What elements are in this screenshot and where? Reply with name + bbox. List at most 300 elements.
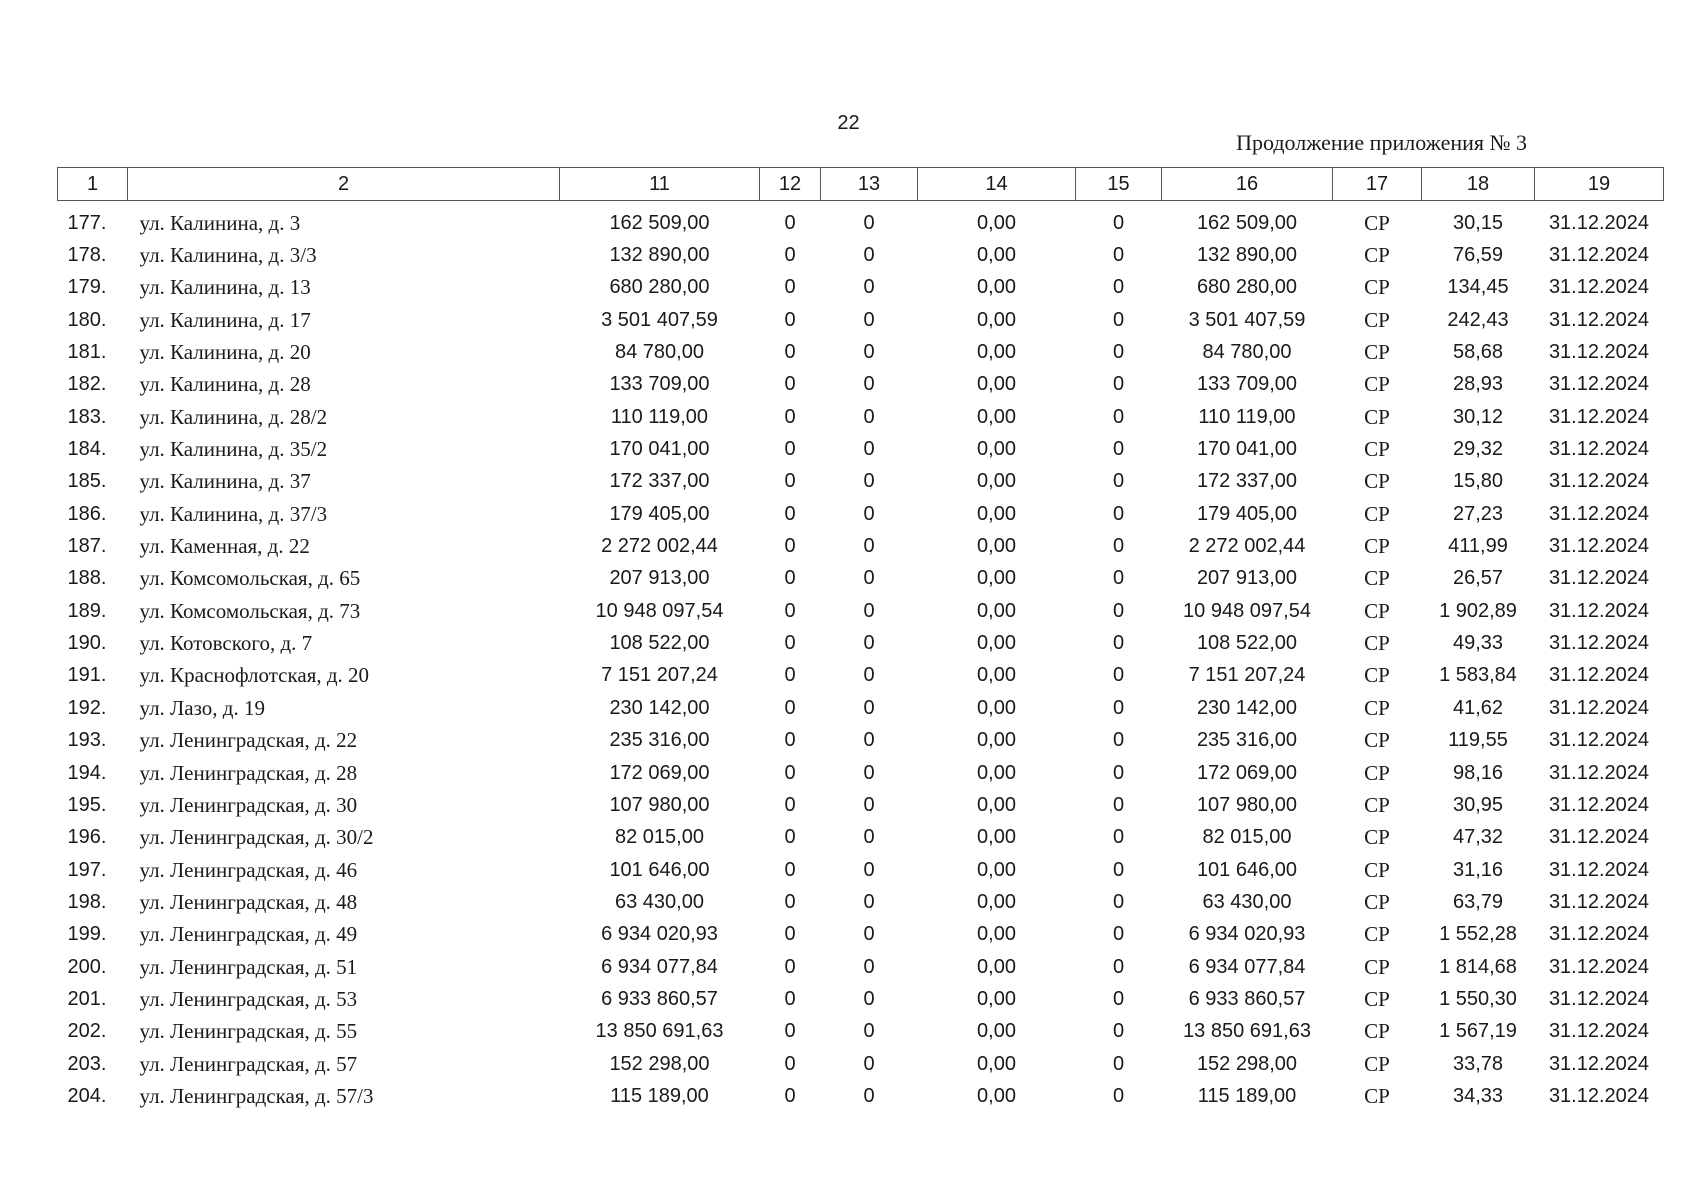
cell-col-15: 0 xyxy=(1112,567,1125,590)
cell-col-19: 31.12.2024 xyxy=(1548,955,1650,978)
cell-col-2: ул. Калинина, д. 28/2 xyxy=(139,404,328,429)
cell-col-1: 203. xyxy=(67,1052,107,1075)
cell-col-19: 31.12.2024 xyxy=(1548,373,1650,396)
cell-col-18: 29,32 xyxy=(1452,438,1504,461)
column-header-15: 15 xyxy=(1076,168,1162,201)
cell-col-19: 31.12.2024 xyxy=(1548,276,1650,299)
cell-col-19: 31.12.2024 xyxy=(1548,858,1650,881)
cell-col-13: 0 xyxy=(863,308,875,331)
table-row xyxy=(58,336,1664,368)
cell-col-13: 0 xyxy=(863,826,875,849)
table-row xyxy=(58,498,1664,530)
cell-col-18: 1 902,89 xyxy=(1439,599,1517,622)
column-header-14: 14 xyxy=(918,168,1076,201)
cell-col-16: 7 151 207,24 xyxy=(1188,664,1306,687)
cell-col-2: ул. Калинина, д. 37 xyxy=(139,469,311,494)
cell-col-11: 84 780,00 xyxy=(615,341,704,364)
cell-col-19: 31.12.2024 xyxy=(1548,793,1650,816)
cell-col-1: 191. xyxy=(67,664,107,687)
cell-col-2: ул. Ленинградская, д. 57/3 xyxy=(139,1083,374,1108)
cell-col-11: 7 151 207,24 xyxy=(601,664,718,687)
cell-col-12: 0 xyxy=(784,276,796,299)
table-row xyxy=(58,530,1664,562)
cell-col-1: 190. xyxy=(67,632,107,655)
cell-col-15: 0 xyxy=(1112,470,1125,493)
cell-col-17: СР xyxy=(1364,1051,1390,1076)
cell-col-1: 198. xyxy=(67,890,107,913)
table-row xyxy=(58,563,1664,595)
table-row xyxy=(58,466,1664,498)
cell-col-17: СР xyxy=(1364,760,1390,785)
table-row xyxy=(58,757,1664,789)
cell-col-2: ул. Котовского, д. 7 xyxy=(139,631,313,656)
cell-col-17: СР xyxy=(1364,889,1390,914)
cell-col-1: 200. xyxy=(67,955,107,978)
cell-col-12: 0 xyxy=(784,405,796,428)
cell-col-19: 31.12.2024 xyxy=(1548,308,1650,331)
cell-col-16: 235 316,00 xyxy=(1196,729,1298,752)
table-row xyxy=(58,595,1664,627)
cell-col-17: СР xyxy=(1364,534,1390,559)
cell-col-16: 152 298,00 xyxy=(1196,1052,1298,1075)
cell-col-11: 179 405,00 xyxy=(609,502,710,525)
cell-col-1: 188. xyxy=(67,567,107,590)
cell-col-1: 201. xyxy=(67,987,107,1010)
cell-col-17: СР xyxy=(1364,307,1390,332)
cell-col-12: 0 xyxy=(784,826,796,849)
cell-col-18: 58,68 xyxy=(1452,341,1504,364)
cell-col-14: 0,00 xyxy=(977,535,1016,558)
cell-col-15: 0 xyxy=(1112,858,1125,881)
cell-col-15: 0 xyxy=(1112,244,1125,267)
cell-col-16: 207 913,00 xyxy=(1196,567,1298,590)
table-row xyxy=(58,951,1664,983)
cell-col-15: 0 xyxy=(1112,502,1125,525)
table-row xyxy=(58,789,1664,821)
cell-col-2: ул. Лазо, д. 19 xyxy=(139,695,265,720)
cell-col-16: 107 980,00 xyxy=(1196,793,1298,816)
cell-col-17: СР xyxy=(1364,469,1390,494)
cell-col-18: 98,16 xyxy=(1452,761,1504,784)
cell-col-13: 0 xyxy=(863,211,875,234)
cell-col-13: 0 xyxy=(863,923,875,946)
cell-col-2: ул. Калинина, д. 28 xyxy=(139,372,311,397)
cell-col-2: ул. Ленинградская, д. 48 xyxy=(139,889,358,914)
cell-col-16: 108 522,00 xyxy=(1196,632,1298,655)
cell-col-2: ул. Каменная, д. 22 xyxy=(139,534,310,559)
cell-col-11: 63 430,00 xyxy=(615,890,704,913)
cell-col-11: 10 948 097,54 xyxy=(595,599,724,622)
cell-col-14: 0,00 xyxy=(977,793,1016,816)
cell-col-15: 0 xyxy=(1112,632,1125,655)
cell-col-18: 30,15 xyxy=(1452,211,1504,234)
cell-col-16: 179 405,00 xyxy=(1196,502,1298,525)
cell-col-18: 1 814,68 xyxy=(1439,955,1517,978)
cell-col-1: 196. xyxy=(67,826,107,849)
cell-col-15: 0 xyxy=(1112,535,1125,558)
cell-col-17: СР xyxy=(1364,857,1390,882)
cell-col-13: 0 xyxy=(863,244,875,267)
cell-col-2: ул. Ленинградская, д. 28 xyxy=(139,760,358,785)
cell-col-19: 31.12.2024 xyxy=(1548,632,1650,655)
cell-col-11: 132 890,00 xyxy=(609,244,710,267)
cell-col-11: 235 316,00 xyxy=(609,729,710,752)
cell-col-2: ул. Ленинградская, д. 51 xyxy=(139,954,358,979)
cell-col-13: 0 xyxy=(863,535,875,558)
cell-col-19: 31.12.2024 xyxy=(1548,987,1650,1010)
cell-col-19: 31.12.2024 xyxy=(1548,599,1650,622)
cell-col-11: 107 980,00 xyxy=(609,793,710,816)
cell-col-1: 199. xyxy=(67,923,107,946)
cell-col-11: 680 280,00 xyxy=(609,276,710,299)
cell-col-19: 31.12.2024 xyxy=(1548,470,1650,493)
cell-col-19: 31.12.2024 xyxy=(1548,1052,1650,1075)
cell-col-17: СР xyxy=(1364,372,1390,397)
cell-col-19: 31.12.2024 xyxy=(1548,211,1650,234)
cell-col-2: ул. Ленинградская, д. 30 xyxy=(139,792,358,817)
cell-col-11: 133 709,00 xyxy=(609,373,710,396)
column-header-16: 16 xyxy=(1162,168,1333,201)
cell-col-13: 0 xyxy=(863,955,875,978)
cell-col-18: 30,12 xyxy=(1452,405,1504,428)
cell-col-1: 192. xyxy=(67,696,107,719)
cell-col-12: 0 xyxy=(784,793,796,816)
cell-col-18: 119,55 xyxy=(1448,729,1508,752)
cell-col-11: 6 933 860,57 xyxy=(601,987,718,1010)
cell-col-16: 132 890,00 xyxy=(1196,244,1298,267)
table-row xyxy=(58,401,1664,433)
table-row xyxy=(58,692,1664,724)
cell-col-18: 76,59 xyxy=(1452,244,1504,267)
cell-col-16: 3 501 407,59 xyxy=(1188,308,1306,331)
cell-col-11: 110 119,00 xyxy=(610,405,709,428)
cell-col-11: 13 850 691,63 xyxy=(595,1020,724,1043)
cell-col-1: 180. xyxy=(67,308,107,331)
cell-col-18: 1 550,30 xyxy=(1439,987,1517,1010)
cell-col-12: 0 xyxy=(784,955,796,978)
column-header-12: 12 xyxy=(760,168,821,201)
cell-col-11: 108 522,00 xyxy=(609,632,710,655)
cell-col-17: СР xyxy=(1364,922,1390,947)
cell-col-2: ул. Ленинградская, д. 22 xyxy=(139,728,358,753)
table-row xyxy=(58,1048,1664,1080)
cell-col-14: 0,00 xyxy=(977,308,1016,331)
cell-col-2: ул. Ленинградская, д. 55 xyxy=(139,1019,358,1044)
cell-col-15: 0 xyxy=(1112,664,1125,687)
cell-col-19: 31.12.2024 xyxy=(1548,761,1650,784)
cell-col-11: 82 015,00 xyxy=(615,826,704,849)
cell-col-15: 0 xyxy=(1112,696,1125,719)
cell-col-19: 31.12.2024 xyxy=(1548,696,1650,719)
cell-col-15: 0 xyxy=(1112,826,1125,849)
cell-col-2: ул. Калинина, д. 13 xyxy=(139,275,311,300)
cell-col-2: ул. Ленинградская, д. 53 xyxy=(139,986,358,1011)
cell-col-14: 0,00 xyxy=(977,599,1016,622)
cell-col-14: 0,00 xyxy=(977,244,1016,267)
cell-col-14: 0,00 xyxy=(977,890,1016,913)
cell-col-13: 0 xyxy=(863,599,875,622)
cell-col-18: 1 567,19 xyxy=(1439,1020,1517,1043)
cell-col-14: 0,00 xyxy=(977,858,1016,881)
cell-col-15: 0 xyxy=(1112,890,1125,913)
cell-col-13: 0 xyxy=(863,438,875,461)
cell-col-2: ул. Калинина, д. 20 xyxy=(139,340,311,365)
cell-col-18: 63,79 xyxy=(1452,890,1504,913)
cell-col-17: СР xyxy=(1364,1019,1390,1044)
table-row xyxy=(58,1080,1664,1112)
cell-col-2: ул. Комсомольская, д. 65 xyxy=(139,566,361,591)
cell-col-15: 0 xyxy=(1112,1020,1125,1043)
cell-col-14: 0,00 xyxy=(977,826,1016,849)
cell-col-14: 0,00 xyxy=(977,1020,1016,1043)
cell-col-19: 31.12.2024 xyxy=(1548,502,1650,525)
cell-col-18: 33,78 xyxy=(1452,1052,1504,1075)
cell-col-14: 0,00 xyxy=(977,664,1016,687)
cell-col-12: 0 xyxy=(784,858,796,881)
cell-col-16: 82 015,00 xyxy=(1202,826,1292,849)
cell-col-11: 172 069,00 xyxy=(609,761,710,784)
cell-col-17: СР xyxy=(1364,792,1390,817)
table-row xyxy=(58,272,1664,304)
cell-col-14: 0,00 xyxy=(977,276,1016,299)
cell-col-16: 84 780,00 xyxy=(1202,341,1292,364)
cell-col-17: СР xyxy=(1364,210,1390,235)
cell-col-16: 10 948 097,54 xyxy=(1183,599,1311,622)
cell-col-2: ул. Калинина, д. 3 xyxy=(139,210,301,235)
cell-col-14: 0,00 xyxy=(977,632,1016,655)
cell-col-13: 0 xyxy=(863,696,875,719)
cell-col-17: СР xyxy=(1364,1083,1390,1108)
cell-col-15: 0 xyxy=(1112,1084,1125,1107)
cell-col-12: 0 xyxy=(784,632,796,655)
data-table xyxy=(57,167,1664,1113)
cell-col-14: 0,00 xyxy=(977,567,1016,590)
cell-col-17: СР xyxy=(1364,243,1390,268)
table-row xyxy=(58,660,1664,692)
cell-col-13: 0 xyxy=(863,761,875,784)
cell-col-2: ул. Калинина, д. 3/3 xyxy=(139,243,317,268)
cell-col-1: 184. xyxy=(67,438,107,461)
cell-col-12: 0 xyxy=(784,535,796,558)
cell-col-16: 133 709,00 xyxy=(1196,373,1298,396)
cell-col-14: 0,00 xyxy=(977,696,1016,719)
table-header xyxy=(58,168,1664,201)
cell-col-11: 152 298,00 xyxy=(609,1052,710,1075)
cell-col-14: 0,00 xyxy=(977,405,1016,428)
cell-col-11: 115 189,00 xyxy=(610,1084,709,1107)
cell-col-17: СР xyxy=(1364,598,1390,623)
cell-col-13: 0 xyxy=(863,276,875,299)
table-row xyxy=(58,983,1664,1015)
table-row xyxy=(58,239,1664,271)
cell-col-12: 0 xyxy=(784,696,796,719)
cell-col-18: 15,80 xyxy=(1452,470,1504,493)
cell-col-16: 170 041,00 xyxy=(1196,438,1298,461)
cell-col-2: ул. Краснофлотская, д. 20 xyxy=(139,663,370,688)
cell-col-12: 0 xyxy=(784,211,796,234)
cell-col-14: 0,00 xyxy=(977,438,1016,461)
cell-col-15: 0 xyxy=(1112,211,1125,234)
cell-col-15: 0 xyxy=(1112,276,1125,299)
cell-col-13: 0 xyxy=(863,341,875,364)
cell-col-13: 0 xyxy=(863,470,875,493)
cell-col-12: 0 xyxy=(784,502,796,525)
cell-col-18: 242,43 xyxy=(1447,308,1509,331)
cell-col-17: СР xyxy=(1364,404,1390,429)
cell-col-2: ул. Комсомольская, д. 73 xyxy=(139,598,361,623)
cell-col-2: ул. Калинина, д. 17 xyxy=(139,307,311,332)
cell-col-14: 0,00 xyxy=(977,341,1016,364)
cell-col-15: 0 xyxy=(1112,923,1125,946)
cell-col-18: 30,95 xyxy=(1452,793,1504,816)
cell-col-1: 179. xyxy=(67,276,107,299)
cell-col-17: СР xyxy=(1364,663,1390,688)
cell-col-17: СР xyxy=(1364,340,1390,365)
cell-col-1: 183. xyxy=(67,405,107,428)
cell-col-16: 6 933 860,57 xyxy=(1188,987,1306,1010)
cell-col-14: 0,00 xyxy=(977,1052,1016,1075)
table-row xyxy=(58,433,1664,465)
cell-col-14: 0,00 xyxy=(977,1084,1016,1107)
cell-col-12: 0 xyxy=(784,761,796,784)
cell-col-16: 6 934 077,84 xyxy=(1188,955,1306,978)
cell-col-13: 0 xyxy=(863,502,875,525)
column-header-17: 17 xyxy=(1333,168,1422,201)
cell-col-11: 3 501 407,59 xyxy=(601,308,718,331)
column-header-1: 1 xyxy=(58,168,128,201)
cell-col-17: СР xyxy=(1364,986,1390,1011)
cell-col-17: СР xyxy=(1364,954,1390,979)
cell-col-12: 0 xyxy=(784,987,796,1010)
cell-col-17: СР xyxy=(1364,501,1390,526)
cell-col-19: 31.12.2024 xyxy=(1548,405,1650,428)
cell-col-15: 0 xyxy=(1112,987,1125,1010)
cell-col-19: 31.12.2024 xyxy=(1548,1020,1650,1043)
cell-col-13: 0 xyxy=(863,405,875,428)
cell-col-18: 28,93 xyxy=(1452,373,1504,396)
table-row xyxy=(58,304,1664,336)
column-header-19: 19 xyxy=(1535,168,1664,201)
cell-col-18: 41,62 xyxy=(1452,696,1504,719)
cell-col-1: 181. xyxy=(67,341,107,364)
column-header-2: 2 xyxy=(128,168,560,201)
cell-col-13: 0 xyxy=(863,890,875,913)
cell-col-13: 0 xyxy=(863,1084,875,1107)
cell-col-13: 0 xyxy=(863,858,875,881)
cell-col-11: 2 272 002,44 xyxy=(601,535,718,558)
cell-col-16: 13 850 691,63 xyxy=(1183,1020,1311,1043)
cell-col-2: ул. Ленинградская, д. 49 xyxy=(139,922,358,947)
cell-col-17: СР xyxy=(1364,437,1390,462)
cell-col-16: 2 272 002,44 xyxy=(1188,535,1306,558)
cell-col-16: 172 337,00 xyxy=(1196,470,1298,493)
cell-col-19: 31.12.2024 xyxy=(1548,729,1650,752)
cell-col-12: 0 xyxy=(784,308,796,331)
table-row xyxy=(58,627,1664,659)
cell-col-12: 0 xyxy=(784,1020,796,1043)
cell-col-19: 31.12.2024 xyxy=(1548,1084,1650,1107)
cell-col-19: 31.12.2024 xyxy=(1548,567,1650,590)
cell-col-11: 207 913,00 xyxy=(609,567,710,590)
cell-col-14: 0,00 xyxy=(977,373,1016,396)
cell-col-15: 0 xyxy=(1112,599,1125,622)
cell-col-18: 31,16 xyxy=(1452,858,1504,881)
cell-col-17: СР xyxy=(1364,275,1390,300)
cell-col-19: 31.12.2024 xyxy=(1548,890,1650,913)
page-number: 22 xyxy=(837,112,860,134)
cell-col-19: 31.12.2024 xyxy=(1548,244,1650,267)
cell-col-2: ул. Калинина, д. 35/2 xyxy=(139,437,328,462)
cell-col-14: 0,00 xyxy=(977,955,1016,978)
table-row xyxy=(58,886,1664,918)
table-row xyxy=(58,201,1664,240)
column-header-18: 18 xyxy=(1422,168,1535,201)
cell-col-12: 0 xyxy=(784,341,796,364)
cell-col-15: 0 xyxy=(1112,955,1125,978)
cell-col-15: 0 xyxy=(1112,341,1125,364)
cell-col-11: 6 934 020,93 xyxy=(601,923,718,946)
cell-col-13: 0 xyxy=(863,632,875,655)
cell-col-12: 0 xyxy=(784,470,796,493)
cell-col-13: 0 xyxy=(863,793,875,816)
cell-col-1: 177. xyxy=(67,211,107,234)
cell-col-19: 31.12.2024 xyxy=(1548,923,1650,946)
header-row xyxy=(58,168,1664,201)
cell-col-18: 1 583,84 xyxy=(1439,664,1517,687)
cell-col-2: ул. Ленинградская, д. 46 xyxy=(139,857,358,882)
cell-col-17: СР xyxy=(1364,631,1390,656)
cell-col-15: 0 xyxy=(1112,373,1125,396)
cell-col-12: 0 xyxy=(784,599,796,622)
cell-col-11: 101 646,00 xyxy=(609,858,710,881)
cell-col-2: ул. Ленинградская, д. 30/2 xyxy=(139,825,374,850)
table-body xyxy=(58,201,1664,1113)
cell-col-15: 0 xyxy=(1112,1052,1125,1075)
cell-col-13: 0 xyxy=(863,1052,875,1075)
cell-col-17: СР xyxy=(1364,728,1390,753)
cell-col-18: 1 552,28 xyxy=(1439,923,1517,946)
cell-col-15: 0 xyxy=(1112,308,1125,331)
cell-col-11: 172 337,00 xyxy=(609,470,710,493)
cell-col-12: 0 xyxy=(784,1052,796,1075)
cell-col-16: 115 189,00 xyxy=(1197,1084,1297,1107)
cell-col-15: 0 xyxy=(1112,729,1125,752)
cell-col-2: ул. Ленинградская, д. 57 xyxy=(139,1051,358,1076)
cell-col-1: 189. xyxy=(67,599,107,622)
table-row xyxy=(58,854,1664,886)
table-row xyxy=(58,822,1664,854)
cell-col-12: 0 xyxy=(784,373,796,396)
cell-col-13: 0 xyxy=(863,1020,875,1043)
cell-col-16: 172 069,00 xyxy=(1196,761,1298,784)
cell-col-19: 31.12.2024 xyxy=(1548,664,1650,687)
cell-col-18: 49,33 xyxy=(1452,632,1504,655)
cell-col-19: 31.12.2024 xyxy=(1548,826,1650,849)
cell-col-19: 31.12.2024 xyxy=(1548,438,1650,461)
cell-col-12: 0 xyxy=(784,438,796,461)
cell-col-13: 0 xyxy=(863,373,875,396)
table-row xyxy=(58,725,1664,757)
cell-col-15: 0 xyxy=(1112,438,1125,461)
cell-col-18: 34,33 xyxy=(1452,1084,1504,1107)
cell-col-14: 0,00 xyxy=(977,729,1016,752)
column-header-11: 11 xyxy=(560,168,760,201)
cell-col-13: 0 xyxy=(863,664,875,687)
cell-col-11: 230 142,00 xyxy=(609,696,710,719)
cell-col-12: 0 xyxy=(784,567,796,590)
cell-col-16: 162 509,00 xyxy=(1196,211,1298,234)
cell-col-15: 0 xyxy=(1112,761,1125,784)
